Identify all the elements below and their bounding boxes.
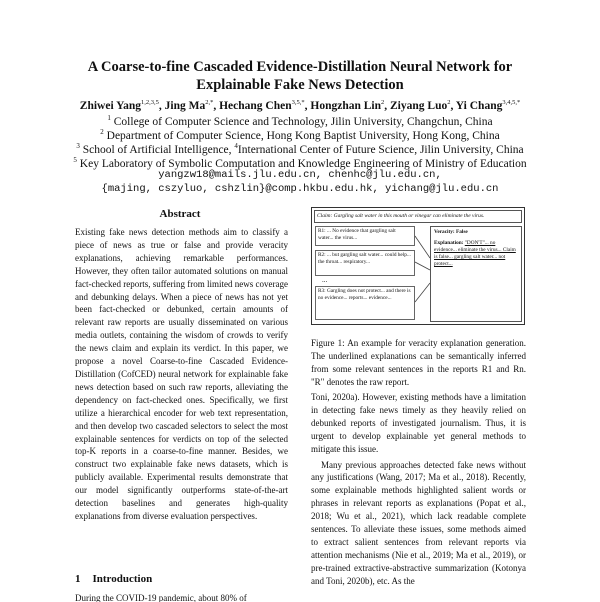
- arrow-rn: [415, 283, 430, 302]
- figure-claim: Claim: Gargling salt water in this mouth or vinegar can eliminate the virus.: [314, 210, 522, 223]
- author: Zhiwei Yang$^{1,2,3,5}$,: [79, 99, 165, 112]
- arrow-r1: [415, 236, 430, 258]
- arrow-r2: [415, 262, 430, 270]
- section-number: 1: [75, 573, 81, 585]
- figure-verdict: [430, 226, 522, 322]
- section-title: Introduction: [92, 573, 153, 585]
- figure-1: [311, 207, 525, 325]
- affiliation-1: $^1$ College of Computer Science and Technology, Jilin University, Changchun, China: [107, 114, 493, 128]
- paragraph: Many previous approaches detected fake news without any justifications (Wang, 2017; Ma et al., 2018). Recently, some explainable methods highlighted salient words or phrases in relevant reports as explanations (Popat et al., 2018; Wu et al., 2021), which lack readable complete sentences. To alleviate these issues, some methods aimed to extract salient sentences from relevant reports via attention mechanisms (Nie et al., 2019; Ma et al., 2019), or pre-trained extractive-abstractive summarization (Kotonya and Toni, 2020b), etc. As the: [311, 459, 526, 586]
- affiliation-3: $^3$ School of Artificial Intelligence, $^4$International Center of Future Science, Jilin University, China: [76, 142, 524, 156]
- section-heading: [75, 573, 164, 585]
- author: Hechang Chen$^{3,5,*}$,: [219, 99, 311, 112]
- paragraph: Toni, 2020a). However, existing methods have a limitation in detecting fake news timely as they heavily relied on debunked reports of investigated journalism. Thus, it is urgent to develop explainable yet general methods to mitigate this issue.: [311, 392, 526, 454]
- affiliation-2: $^2$ Department of Computer Science, Hong Kong Baptist University, Hong Kong, China: [100, 128, 500, 142]
- title-line-2: Explainable Fake News Detection: [196, 77, 404, 93]
- author: Jing $Ma^{2,*}$,: [164, 99, 220, 112]
- figure-arrows: [415, 228, 431, 322]
- author: Hongzhan Lin$^2$,: [310, 99, 391, 112]
- author: Ziyang Luo$^2$,: [390, 99, 456, 112]
- figure-report-1: R1: ... No evidence that gargling salt water... the virus...: [315, 226, 415, 246]
- explanation-text: "DON'T"... no evidence... eliminate the virus... Claim is false... gargling salt water... not protect...: [434, 240, 516, 267]
- affiliation-5: $^5$ Key Laboratory of Symbolic Computation and Knowledge Engineering of Ministry of Education: [73, 156, 527, 170]
- abstract-text: Existing fake news detection methods aim to classify a piece of news as true or false and provide veracity explanations, achieving remarkable performances. However, they often tailor automated solutions on manual fact-checked reports, suffering from limited news coverage and debunking delays. When a piece of news has not yet been fact-checked or debunked, certain amounts of relevant raw reports are usually disseminated on various media outlets, containing the wisdom of crowds to verify the news claim and explain its verdict. In this paper, we propose a novel Coarse-to-fine Cascaded Evidence-Distillation (CofCED) neural network for explainable fake news detection based on such raw reports, alleviating the dependency on fact-checked ones. Specifically, we first utilize a hierarchical encoder for web text representation, and then develop two cascaded selectors to select the most explainable sentences for verdicts on top of the selected top-K reports in a coarse-to-fine manner. Besides, we construct two explainable fake news datasets, which is publicly available. Experimental results demonstrate that our model significantly outperforms state-of-the-art detection baselines and generates high-quality explanations from diverse evaluation perspectives.: [75, 227, 288, 521]
- email-line-2: {majing, cszyluo, cshzlin}@comp.hkbu.edu.hk, yichang@jlu.edu.cn: [101, 183, 499, 195]
- paper-title: [40, 58, 560, 94]
- veracity-label: Veracity: False: [434, 229, 468, 235]
- figure-ellipsis: ...: [322, 277, 328, 284]
- figure-report-2: R2: ... but gargling salt water... could help... the throat... respiratory...: [315, 250, 415, 276]
- explanation-label: Explanation:: [434, 240, 464, 246]
- figure-caption: Figure 1: An example for veracity explanation generation. The underlined explanations can be semantically inferred from some relevant sentences in the reports R1 and Rn. "R" denotes the raw report.: [311, 338, 526, 387]
- figure-report-n: R3: Gargling does not protect... and there is no evidence... reports... evidence...: [315, 286, 415, 320]
- email-line-1: yangzw18@mails.jlu.edu.cn, chenhc@jlu.edu.cn,: [158, 169, 442, 181]
- title-line-1: A Coarse-to-fine Cascaded Evidence-Distillation Neural Network for: [87, 59, 513, 75]
- abstract-heading: Abstract: [159, 208, 201, 220]
- intro-text: During the COVID-19 pandemic, about 80% of: [75, 593, 247, 602]
- right-column-text: [311, 391, 526, 588]
- author: Yi Chang$^{3,4,5,*}$: [455, 99, 521, 112]
